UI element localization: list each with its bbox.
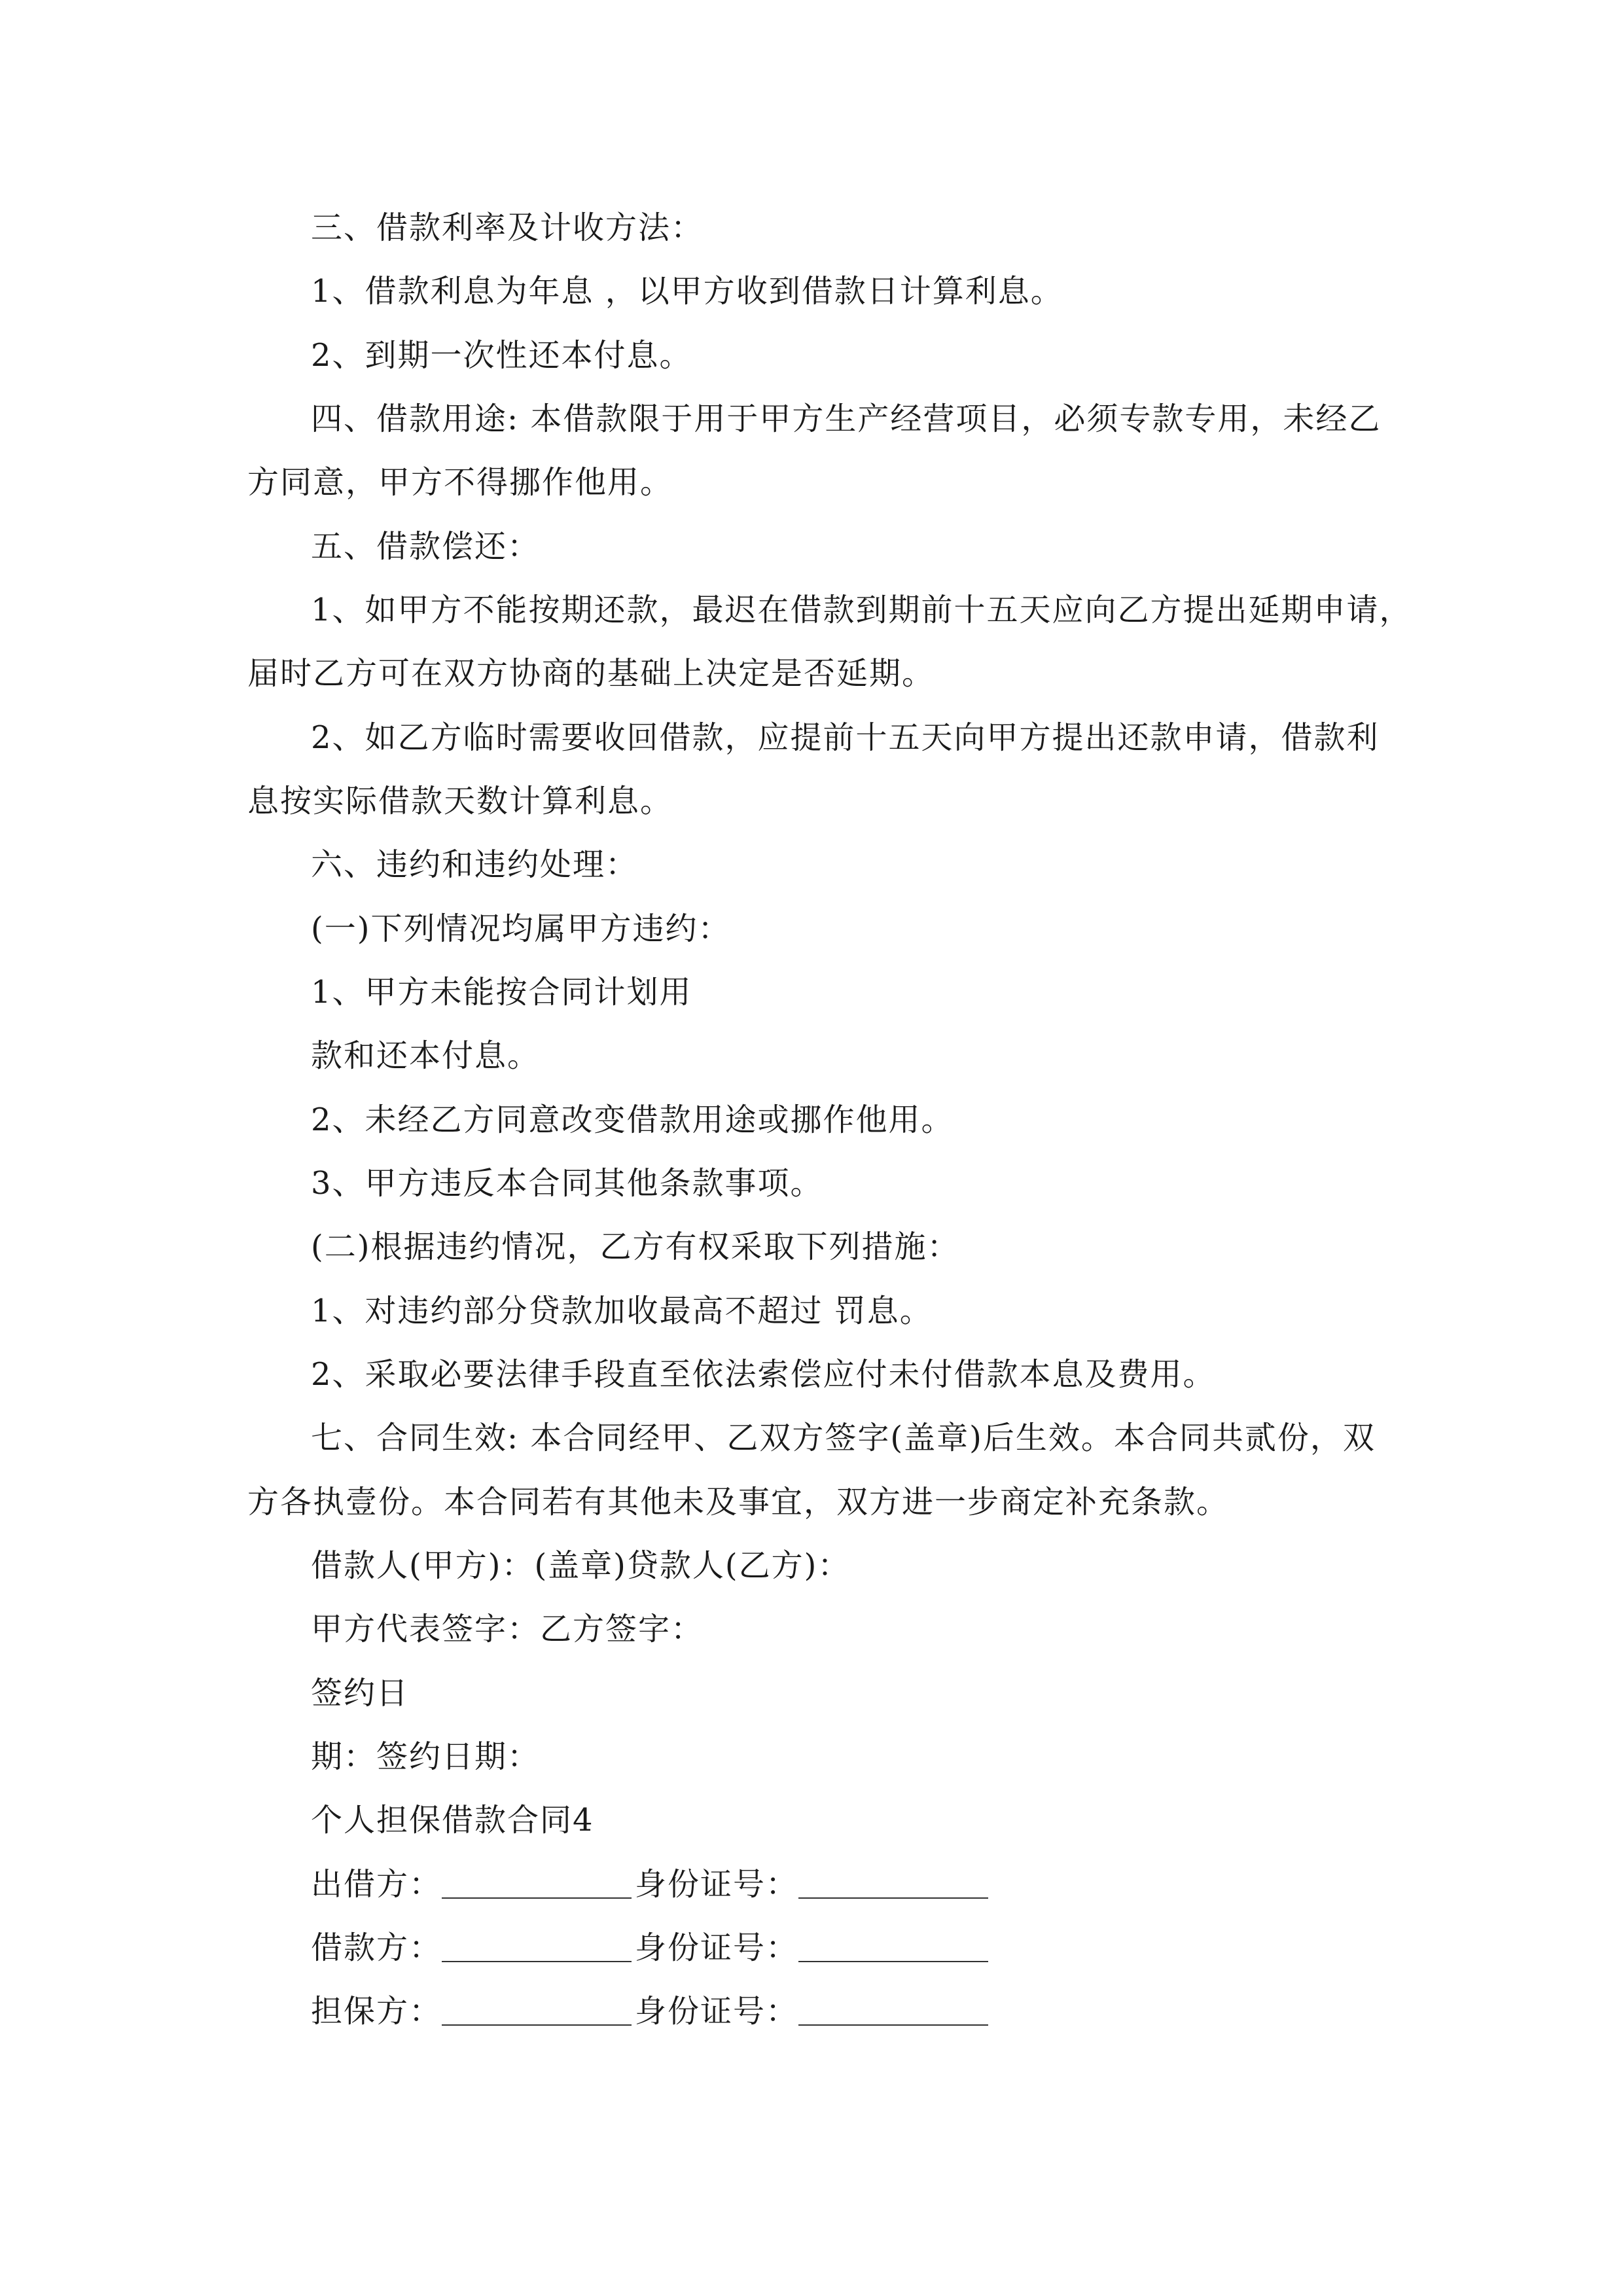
borrower-lender-line: 借款人(甲方)：(盖章)贷款人(乙方)： — [311, 1547, 851, 1584]
sign-date-line-2: 期：签约日期： — [311, 1738, 541, 1775]
section-3-heading: 三、借款利率及计收方法： — [311, 209, 704, 246]
clause-5-2-line-1: 2、如乙方临时需要收回借款，应提前十五天向甲方提出还款申请，借款利 — [311, 719, 1380, 756]
borrower-id-blank — [798, 1961, 988, 1962]
clause-3-2: 2、到期一次性还本付息。 — [311, 337, 692, 374]
contract-4-title: 个人担保借款合同4 — [311, 1802, 594, 1839]
clause-5-1-line-2: 届时乙方可在双方协商的基础上决定是否延期。 — [247, 655, 935, 692]
clause-6-1-1-line-2: 款和还本付息。 — [311, 1037, 541, 1074]
clause-3-1: 1、借款利息为年息 ，以甲方收到借款日计算利息。 — [311, 273, 1063, 310]
guarantor-id-blank — [798, 2024, 988, 2026]
clause-6-2-2: 2、采取必要法律手段直至依法索偿应付未付借款本息及费用。 — [311, 1356, 1216, 1393]
lender-id-blank — [798, 1897, 988, 1899]
guarantor-label: 担保方： — [311, 1993, 442, 2030]
sign-date-line-1: 签约日 — [311, 1675, 410, 1712]
clause-6-1-3: 3、甲方违反本合同其他条款事项。 — [311, 1165, 823, 1202]
lender-label: 出借方： — [311, 1866, 442, 1903]
clause-6-1-2: 2、未经乙方同意改变借款用途或挪作他用。 — [311, 1102, 954, 1138]
section-7-line-1: 七、合同生效: 本合同经甲、乙双方签字(盖章)后生效。本合同共贰份，双 — [311, 1420, 1376, 1456]
clause-6-2-1: 1、对违约部分贷款加收最高不超过 罚息。 — [311, 1293, 933, 1329]
subsection-6-1-heading: (一)下列情况均属甲方违约： — [311, 910, 731, 947]
clause-5-1-line-1: 1、如甲方不能按期还款，最迟在借款到期前十五天应向乙方提出延期申请， — [311, 592, 1412, 628]
signature-line: 甲方代表签字：乙方签字： — [311, 1611, 704, 1647]
section-4-line-2: 方同意，甲方不得挪作他用。 — [247, 464, 673, 501]
section-4-line-1: 四、借款用途: 本借款限于用于甲方生产经营项目，必须专款专用，未经乙 — [311, 401, 1382, 437]
section-5-heading: 五、借款偿还： — [311, 528, 541, 565]
borrower-name-blank — [442, 1961, 632, 1962]
lender-name-blank — [442, 1897, 632, 1899]
borrower-label: 借款方： — [311, 1929, 442, 1966]
borrower-id-label: 身份证号： — [635, 1929, 799, 1966]
section-6-heading: 六、违约和违约处理： — [311, 846, 639, 883]
lender-id-label: 身份证号： — [635, 1866, 799, 1903]
guarantor-name-blank — [442, 2024, 632, 2026]
clause-5-2-line-2: 息按实际借款天数计算利息。 — [247, 783, 673, 819]
guarantor-id-label: 身份证号： — [635, 1993, 799, 2030]
section-7-line-2: 方各执壹份。本合同若有其他未及事宜，双方进一步商定补充条款。 — [247, 1484, 1230, 1520]
subsection-6-2-heading: (二)根据违约情况，乙方有权采取下列措施： — [311, 1229, 960, 1265]
clause-6-1-1-line-1: 1、甲方未能按合同计划用 — [311, 974, 692, 1011]
